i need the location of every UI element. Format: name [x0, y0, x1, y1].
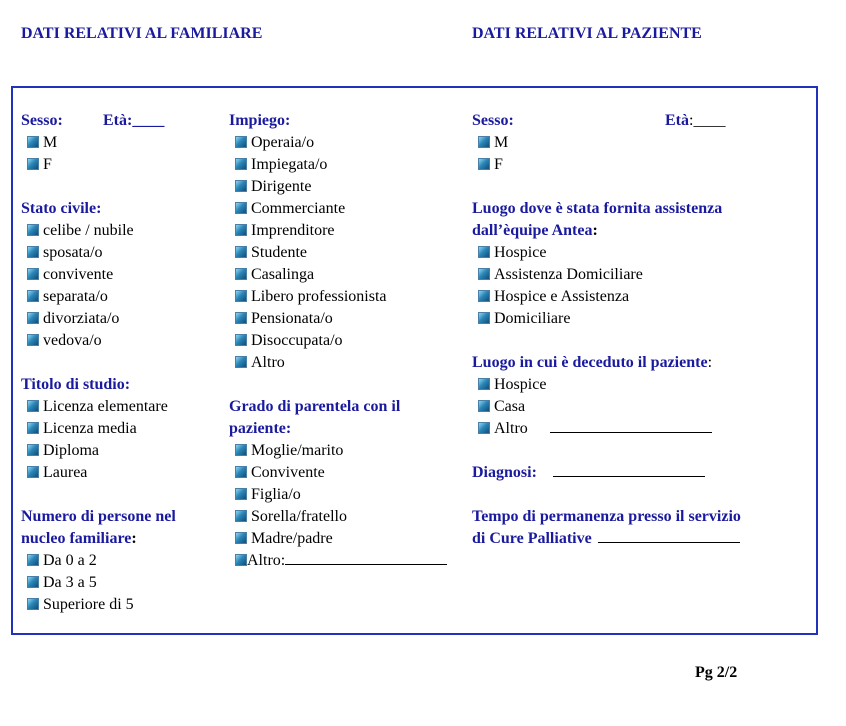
option-numero[interactable]	[21, 550, 221, 572]
checkbox-icon[interactable]	[235, 488, 247, 500]
option-parentela[interactable]	[229, 484, 464, 506]
impiego-label: Impiego:	[229, 112, 291, 129]
numero-persone-label-2-row	[21, 528, 221, 550]
option-label: celibe / nubile	[43, 222, 134, 239]
option-impiego[interactable]	[229, 308, 464, 330]
option-stato-civile[interactable]	[21, 264, 221, 286]
checkbox-icon[interactable]	[235, 202, 247, 214]
checkbox-icon[interactable]	[478, 268, 490, 280]
checkbox-icon[interactable]	[27, 136, 39, 148]
checkbox-icon[interactable]	[27, 598, 39, 610]
option-paziente-sesso-f[interactable]	[472, 154, 812, 176]
option-luogo-assistenza[interactable]	[472, 308, 812, 330]
option-numero[interactable]	[21, 572, 221, 594]
checkbox-icon[interactable]	[27, 312, 39, 324]
checkbox-icon[interactable]	[478, 312, 490, 324]
option-label: Convivente	[251, 464, 325, 481]
option-impiego[interactable]	[229, 220, 464, 242]
checkbox-icon[interactable]	[478, 400, 490, 412]
checkbox-icon[interactable]	[27, 334, 39, 346]
checkbox-icon[interactable]	[27, 246, 39, 258]
checkbox-icon[interactable]	[235, 180, 247, 192]
luogo-decesso-label-row	[472, 352, 812, 374]
option-stato-civile[interactable]	[21, 308, 221, 330]
checkbox-icon[interactable]	[27, 422, 39, 434]
option-titolo[interactable]	[21, 396, 221, 418]
option-label: F	[494, 156, 503, 173]
option-label: Commerciante	[251, 200, 346, 217]
option-sesso-f[interactable]	[21, 154, 221, 176]
checkbox-icon[interactable]	[235, 356, 247, 368]
numero-persone-label-1: Numero di persone nel	[21, 508, 176, 525]
option-label: Madre/padre	[251, 530, 333, 547]
option-label: Altro	[251, 354, 285, 371]
option-label: Licenza media	[43, 420, 137, 437]
luogo-decesso-label: Luogo in cui è deceduto il paziente	[472, 354, 708, 371]
titolo-studio-label: Titolo di studio:	[21, 376, 131, 393]
option-label: Libero professionista	[251, 288, 387, 305]
checkbox-icon[interactable]	[235, 466, 247, 478]
altro-blank-field[interactable]	[285, 550, 447, 565]
checkbox-icon[interactable]	[235, 444, 247, 456]
tempo-label-2-row	[472, 528, 812, 550]
header-paziente: DATI RELATIVI AL PAZIENTE	[472, 25, 702, 42]
checkbox-icon[interactable]	[27, 158, 39, 170]
numero-persone-label-2: nucleo familiare	[21, 530, 132, 547]
diagnosi-row	[472, 462, 812, 484]
option-label: Dirigente	[251, 178, 312, 195]
luogo-assistenza-label-2: dall’èquipe Antea	[472, 222, 593, 239]
option-parentela[interactable]	[229, 462, 464, 484]
diagnosi-blank-field[interactable]	[553, 462, 705, 477]
checkbox-icon[interactable]	[235, 334, 247, 346]
option-luogo-assistenza[interactable]	[472, 264, 812, 286]
option-impiego[interactable]	[229, 330, 464, 352]
paziente-eta-blank: :____	[689, 112, 726, 129]
option-sesso-m[interactable]	[21, 132, 221, 154]
option-paziente-sesso-m[interactable]	[472, 132, 812, 154]
option-parentela[interactable]	[229, 528, 464, 550]
parentela-label-2: paziente:	[229, 420, 292, 437]
checkbox-icon[interactable]	[235, 224, 247, 236]
option-label: sposata/o	[43, 244, 103, 261]
option-label: vedova/o	[43, 332, 102, 349]
checkbox-icon[interactable]	[235, 312, 247, 324]
checkbox-icon[interactable]	[478, 246, 490, 258]
page-number: Pg 2/2	[695, 664, 738, 681]
checkbox-icon[interactable]	[478, 158, 490, 170]
option-label: Altro	[494, 420, 528, 437]
option-titolo[interactable]	[21, 440, 221, 462]
option-impiego[interactable]	[229, 176, 464, 198]
option-label: Operaia/o	[251, 134, 315, 151]
diagnosi-label: Diagnosi:	[472, 464, 537, 481]
option-stato-civile[interactable]	[21, 330, 221, 352]
checkbox-icon[interactable]	[235, 290, 247, 302]
option-impiego[interactable]	[229, 242, 464, 264]
option-label: F	[43, 156, 52, 173]
option-luogo-assistenza[interactable]	[472, 242, 812, 264]
option-label: Casa	[494, 398, 526, 415]
checkbox-icon[interactable]	[478, 136, 490, 148]
option-numero[interactable]	[21, 594, 221, 616]
option-label: M	[43, 134, 58, 151]
tempo-label-2: di Cure Palliative	[472, 530, 592, 547]
header-familiare: DATI RELATIVI AL FAMILIARE	[21, 25, 263, 42]
sesso-row	[21, 110, 221, 132]
option-label: M	[494, 134, 509, 151]
option-impiego[interactable]	[229, 132, 464, 154]
checkbox-icon[interactable]	[27, 466, 39, 478]
numero-persone-colon: :	[131, 530, 137, 547]
checkbox-icon[interactable]	[235, 158, 247, 170]
column-familiare	[21, 110, 221, 616]
option-label: Hospice e Assistenza	[494, 288, 630, 305]
option-label: Hospice	[494, 376, 547, 393]
option-label: separata/o	[43, 288, 108, 305]
checkbox-icon[interactable]	[27, 554, 39, 566]
option-impiego[interactable]	[229, 264, 464, 286]
option-label: convivente	[43, 266, 114, 283]
option-titolo[interactable]	[21, 462, 221, 484]
checkbox-icon[interactable]	[235, 510, 247, 522]
option-stato-civile[interactable]	[21, 242, 221, 264]
checkbox-icon[interactable]	[27, 290, 39, 302]
checkbox-icon[interactable]	[235, 554, 247, 566]
option-label: Diploma	[43, 442, 99, 459]
option-label: Superiore di 5	[43, 596, 134, 613]
checkbox-icon[interactable]	[478, 290, 490, 302]
parentela-label-1: Grado di parentela con il	[229, 398, 401, 415]
paziente-sesso-row	[472, 110, 812, 132]
luogo-assistenza-label-2-row	[472, 220, 812, 242]
tempo-label-1: Tempo di permanenza presso il servizio	[472, 508, 741, 525]
option-titolo[interactable]	[21, 418, 221, 440]
option-impiego[interactable]	[229, 154, 464, 176]
column-paziente	[472, 110, 812, 550]
option-impiego[interactable]	[229, 352, 464, 374]
option-parentela-altro[interactable]	[229, 550, 464, 572]
option-impiego[interactable]	[229, 286, 464, 308]
option-label: Moglie/marito	[251, 442, 344, 459]
option-label: Da 3 a 5	[43, 574, 97, 591]
option-label: Laurea	[43, 464, 88, 481]
option-impiego[interactable]	[229, 198, 464, 220]
eta-label: Età:____	[103, 112, 165, 129]
option-label: Sorella/fratello	[251, 508, 347, 525]
option-label: Da 0 a 2	[43, 552, 97, 569]
option-stato-civile[interactable]	[21, 286, 221, 308]
luogo-assistenza-colon: :	[592, 222, 598, 239]
checkbox-icon[interactable]	[235, 532, 247, 544]
checkbox-icon[interactable]	[27, 400, 39, 412]
checkbox-icon[interactable]	[27, 268, 39, 280]
paziente-eta-label: Età	[665, 112, 689, 129]
decesso-altro-blank-field[interactable]	[550, 418, 712, 433]
option-luogo-decesso[interactable]	[472, 374, 812, 396]
option-label: Imprenditore	[251, 222, 335, 239]
checkbox-icon[interactable]	[27, 224, 39, 236]
checkbox-icon[interactable]	[235, 136, 247, 148]
checkbox-icon[interactable]	[478, 378, 490, 390]
option-label: Casalinga	[251, 266, 315, 283]
option-label: Altro:	[247, 552, 286, 569]
option-luogo-decesso-altro[interactable]	[472, 418, 812, 440]
stato-civile-label: Stato civile:	[21, 200, 102, 217]
option-label: Impiegata/o	[251, 156, 328, 173]
option-label: Hospice	[494, 244, 547, 261]
luogo-decesso-colon: :	[707, 354, 713, 371]
option-label: Disoccupata/o	[251, 332, 343, 349]
option-label: Licenza elementare	[43, 398, 168, 415]
paziente-sesso-label: Sesso:	[472, 112, 514, 129]
option-label: Pensionata/o	[251, 310, 333, 327]
option-parentela[interactable]	[229, 506, 464, 528]
checkbox-icon[interactable]	[235, 246, 247, 258]
option-luogo-decesso[interactable]	[472, 396, 812, 418]
option-label: Domiciliare	[494, 310, 571, 327]
option-label: Figlia/o	[251, 486, 301, 503]
option-label: divorziata/o	[43, 310, 120, 327]
checkbox-icon[interactable]	[27, 576, 39, 588]
checkbox-icon[interactable]	[478, 422, 490, 434]
option-luogo-assistenza[interactable]	[472, 286, 812, 308]
luogo-assistenza-label-1: Luogo dove è stata fornita assistenza	[472, 200, 723, 217]
option-label: Studente	[251, 244, 307, 261]
sesso-label: Sesso:	[21, 112, 63, 129]
checkbox-icon[interactable]	[235, 268, 247, 280]
tempo-blank-field[interactable]	[598, 528, 740, 543]
checkbox-icon[interactable]	[27, 444, 39, 456]
option-stato-civile[interactable]	[21, 220, 221, 242]
option-parentela[interactable]	[229, 440, 464, 462]
column-impiego	[229, 110, 464, 572]
option-label: Assistenza Domiciliare	[494, 266, 643, 283]
